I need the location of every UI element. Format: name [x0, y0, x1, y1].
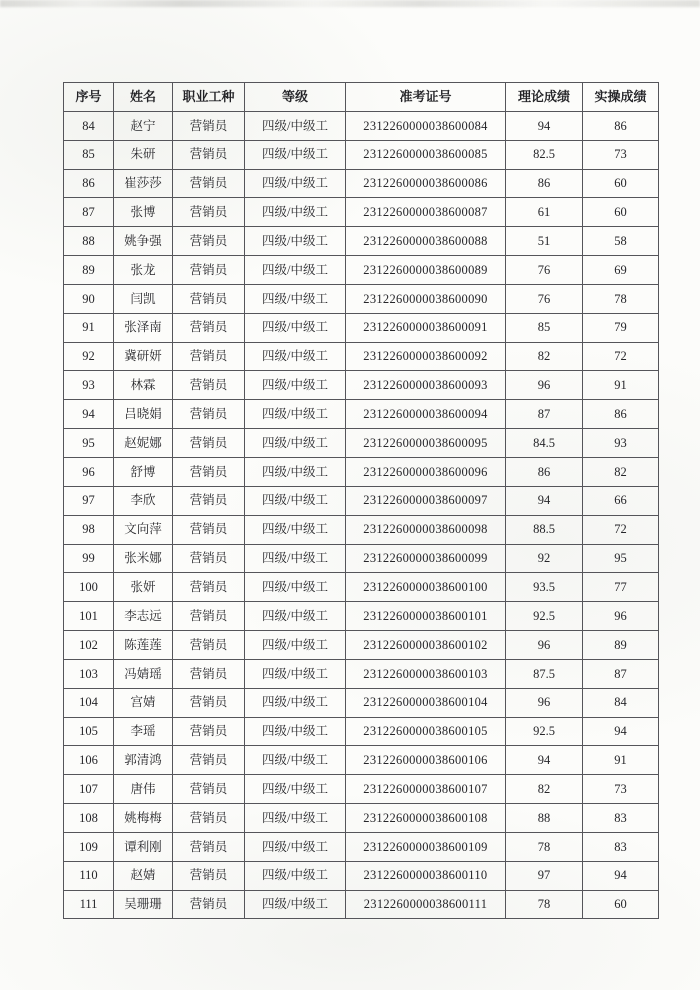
cell-name: 张米娜 — [114, 544, 173, 573]
table-row — [64, 313, 659, 342]
table-body — [64, 111, 659, 919]
table-row — [64, 111, 659, 140]
cell-practical-score: 84 — [583, 688, 659, 717]
table-row — [64, 544, 659, 573]
cell-level: 四级/中级工 — [245, 227, 346, 256]
cell-exam-id: 2312260000038600103 — [346, 659, 506, 688]
cell-practical-score: 77 — [583, 573, 659, 602]
cell-no: 92 — [64, 342, 114, 371]
cell-name: 林霖 — [114, 371, 173, 400]
cell-name: 李瑶 — [114, 717, 173, 746]
cell-occupation: 营销员 — [173, 313, 245, 342]
cell-no: 90 — [64, 284, 114, 313]
cell-level: 四级/中级工 — [245, 832, 346, 861]
cell-theory-score: 76 — [506, 256, 583, 285]
cell-practical-score: 82 — [583, 457, 659, 486]
exam-results-table — [63, 82, 659, 919]
cell-level: 四级/中级工 — [245, 457, 346, 486]
cell-practical-score: 72 — [583, 342, 659, 371]
table-row — [64, 775, 659, 804]
cell-theory-score: 76 — [506, 284, 583, 313]
cell-exam-id: 2312260000038600110 — [346, 861, 506, 890]
scan-edge-artifact — [0, 0, 700, 7]
table-row — [64, 284, 659, 313]
cell-theory-score: 78 — [506, 832, 583, 861]
cell-exam-id: 2312260000038600101 — [346, 602, 506, 631]
cell-level: 四级/中级工 — [245, 602, 346, 631]
table-row — [64, 342, 659, 371]
cell-no: 103 — [64, 659, 114, 688]
cell-name: 张泽南 — [114, 313, 173, 342]
cell-exam-id: 2312260000038600095 — [346, 429, 506, 458]
cell-theory-score: 87.5 — [506, 659, 583, 688]
table-row — [64, 717, 659, 746]
header-cell-no: 序号 — [64, 83, 114, 112]
cell-theory-score: 96 — [506, 631, 583, 660]
cell-no: 95 — [64, 429, 114, 458]
cell-theory-score: 51 — [506, 227, 583, 256]
cell-no: 99 — [64, 544, 114, 573]
cell-theory-score: 93.5 — [506, 573, 583, 602]
table-row — [64, 515, 659, 544]
cell-exam-id: 2312260000038600108 — [346, 804, 506, 833]
cell-level: 四级/中级工 — [245, 746, 346, 775]
cell-level: 四级/中级工 — [245, 284, 346, 313]
table-row — [64, 400, 659, 429]
cell-exam-id: 2312260000038600092 — [346, 342, 506, 371]
cell-level: 四级/中级工 — [245, 140, 346, 169]
cell-level: 四级/中级工 — [245, 400, 346, 429]
cell-occupation: 营销员 — [173, 429, 245, 458]
cell-no: 109 — [64, 832, 114, 861]
cell-level: 四级/中级工 — [245, 861, 346, 890]
cell-level: 四级/中级工 — [245, 717, 346, 746]
header-cell-practical-score: 实操成绩 — [583, 83, 659, 112]
cell-occupation: 营销员 — [173, 746, 245, 775]
cell-theory-score: 82 — [506, 342, 583, 371]
cell-theory-score: 82 — [506, 775, 583, 804]
cell-theory-score: 82.5 — [506, 140, 583, 169]
cell-name: 赵宁 — [114, 111, 173, 140]
table-row — [64, 573, 659, 602]
table-row — [64, 256, 659, 285]
cell-occupation: 营销员 — [173, 861, 245, 890]
cell-name: 文向萍 — [114, 515, 173, 544]
cell-theory-score: 61 — [506, 198, 583, 227]
table-row — [64, 486, 659, 515]
cell-theory-score: 94 — [506, 486, 583, 515]
table-row — [64, 602, 659, 631]
cell-exam-id: 2312260000038600102 — [346, 631, 506, 660]
cell-level: 四级/中级工 — [245, 688, 346, 717]
cell-level: 四级/中级工 — [245, 313, 346, 342]
table-row — [64, 890, 659, 919]
table-row — [64, 371, 659, 400]
cell-exam-id: 2312260000038600084 — [346, 111, 506, 140]
cell-occupation: 营销员 — [173, 659, 245, 688]
cell-no: 100 — [64, 573, 114, 602]
cell-no: 84 — [64, 111, 114, 140]
cell-exam-id: 2312260000038600086 — [346, 169, 506, 198]
cell-practical-score: 91 — [583, 371, 659, 400]
cell-name: 陈莲莲 — [114, 631, 173, 660]
cell-theory-score: 88 — [506, 804, 583, 833]
table-row — [64, 140, 659, 169]
table-row — [64, 804, 659, 833]
cell-no: 88 — [64, 227, 114, 256]
cell-occupation: 营销员 — [173, 890, 245, 919]
cell-name: 冯婧瑶 — [114, 659, 173, 688]
cell-no: 97 — [64, 486, 114, 515]
cell-occupation: 营销员 — [173, 342, 245, 371]
cell-name: 张妍 — [114, 573, 173, 602]
cell-theory-score: 78 — [506, 890, 583, 919]
cell-theory-score: 97 — [506, 861, 583, 890]
table-row — [64, 198, 659, 227]
cell-level: 四级/中级工 — [245, 486, 346, 515]
cell-occupation: 营销员 — [173, 457, 245, 486]
table-row — [64, 169, 659, 198]
table-row — [64, 832, 659, 861]
cell-theory-score: 96 — [506, 371, 583, 400]
header-cell-exam-id: 准考证号 — [346, 83, 506, 112]
cell-exam-id: 2312260000038600088 — [346, 227, 506, 256]
cell-level: 四级/中级工 — [245, 342, 346, 371]
header-cell-level: 等级 — [245, 83, 346, 112]
cell-occupation: 营销员 — [173, 400, 245, 429]
table-row — [64, 659, 659, 688]
cell-exam-id: 2312260000038600100 — [346, 573, 506, 602]
cell-no: 107 — [64, 775, 114, 804]
header-cell-occupation: 职业工种 — [173, 83, 245, 112]
cell-level: 四级/中级工 — [245, 659, 346, 688]
table-row — [64, 746, 659, 775]
cell-theory-score: 85 — [506, 313, 583, 342]
cell-no: 96 — [64, 457, 114, 486]
cell-theory-score: 94 — [506, 746, 583, 775]
cell-theory-score: 86 — [506, 457, 583, 486]
cell-name: 朱研 — [114, 140, 173, 169]
cell-level: 四级/中级工 — [245, 256, 346, 285]
cell-practical-score: 72 — [583, 515, 659, 544]
table-row — [64, 631, 659, 660]
cell-practical-score: 86 — [583, 111, 659, 140]
cell-name: 唐伟 — [114, 775, 173, 804]
cell-name: 郭清鸿 — [114, 746, 173, 775]
cell-no: 89 — [64, 256, 114, 285]
cell-no: 94 — [64, 400, 114, 429]
cell-exam-id: 2312260000038600099 — [346, 544, 506, 573]
cell-occupation: 营销员 — [173, 256, 245, 285]
cell-practical-score: 83 — [583, 804, 659, 833]
cell-occupation: 营销员 — [173, 804, 245, 833]
cell-occupation: 营销员 — [173, 111, 245, 140]
cell-practical-score: 66 — [583, 486, 659, 515]
cell-no: 87 — [64, 198, 114, 227]
cell-exam-id: 2312260000038600085 — [346, 140, 506, 169]
cell-occupation: 营销员 — [173, 688, 245, 717]
cell-no: 105 — [64, 717, 114, 746]
cell-practical-score: 94 — [583, 861, 659, 890]
cell-occupation: 营销员 — [173, 573, 245, 602]
cell-name: 张博 — [114, 198, 173, 227]
cell-no: 91 — [64, 313, 114, 342]
cell-no: 104 — [64, 688, 114, 717]
cell-occupation: 营销员 — [173, 631, 245, 660]
cell-occupation: 营销员 — [173, 602, 245, 631]
cell-occupation: 营销员 — [173, 486, 245, 515]
cell-practical-score: 79 — [583, 313, 659, 342]
cell-name: 李志远 — [114, 602, 173, 631]
cell-theory-score: 94 — [506, 111, 583, 140]
cell-no: 106 — [64, 746, 114, 775]
cell-no: 108 — [64, 804, 114, 833]
cell-exam-id: 2312260000038600087 — [346, 198, 506, 227]
cell-practical-score: 78 — [583, 284, 659, 313]
cell-occupation: 营销员 — [173, 832, 245, 861]
cell-practical-score: 86 — [583, 400, 659, 429]
header-row — [64, 83, 659, 112]
cell-exam-id: 2312260000038600105 — [346, 717, 506, 746]
cell-no: 110 — [64, 861, 114, 890]
cell-level: 四级/中级工 — [245, 111, 346, 140]
cell-occupation: 营销员 — [173, 284, 245, 313]
table-row — [64, 429, 659, 458]
cell-name: 舒博 — [114, 457, 173, 486]
cell-practical-score: 73 — [583, 140, 659, 169]
cell-practical-score: 89 — [583, 631, 659, 660]
cell-practical-score: 91 — [583, 746, 659, 775]
cell-level: 四级/中级工 — [245, 544, 346, 573]
cell-exam-id: 2312260000038600091 — [346, 313, 506, 342]
cell-occupation: 营销员 — [173, 227, 245, 256]
cell-name: 吕晓娟 — [114, 400, 173, 429]
header-cell-name: 姓名 — [114, 83, 173, 112]
cell-name: 谭利刚 — [114, 832, 173, 861]
table-row — [64, 227, 659, 256]
cell-name: 崔莎莎 — [114, 169, 173, 198]
cell-theory-score: 88.5 — [506, 515, 583, 544]
cell-exam-id: 2312260000038600098 — [346, 515, 506, 544]
cell-no: 86 — [64, 169, 114, 198]
cell-name: 吴珊珊 — [114, 890, 173, 919]
cell-name: 姚梅梅 — [114, 804, 173, 833]
cell-occupation: 营销员 — [173, 169, 245, 198]
table-row — [64, 457, 659, 486]
cell-level: 四级/中级工 — [245, 775, 346, 804]
cell-exam-id: 2312260000038600106 — [346, 746, 506, 775]
cell-level: 四级/中级工 — [245, 631, 346, 660]
cell-level: 四级/中级工 — [245, 573, 346, 602]
cell-theory-score: 92.5 — [506, 602, 583, 631]
cell-exam-id: 2312260000038600089 — [346, 256, 506, 285]
cell-no: 98 — [64, 515, 114, 544]
cell-name: 冀研妍 — [114, 342, 173, 371]
cell-practical-score: 60 — [583, 169, 659, 198]
table-row — [64, 861, 659, 890]
cell-name: 姚争强 — [114, 227, 173, 256]
cell-exam-id: 2312260000038600093 — [346, 371, 506, 400]
cell-name: 张龙 — [114, 256, 173, 285]
cell-no: 85 — [64, 140, 114, 169]
cell-exam-id: 2312260000038600097 — [346, 486, 506, 515]
cell-level: 四级/中级工 — [245, 198, 346, 227]
cell-practical-score: 93 — [583, 429, 659, 458]
cell-practical-score: 60 — [583, 198, 659, 227]
cell-occupation: 营销员 — [173, 544, 245, 573]
cell-exam-id: 2312260000038600111 — [346, 890, 506, 919]
cell-theory-score: 86 — [506, 169, 583, 198]
cell-theory-score: 96 — [506, 688, 583, 717]
cell-name: 赵妮娜 — [114, 429, 173, 458]
cell-no: 102 — [64, 631, 114, 660]
cell-theory-score: 84.5 — [506, 429, 583, 458]
cell-exam-id: 2312260000038600104 — [346, 688, 506, 717]
cell-level: 四级/中级工 — [245, 169, 346, 198]
cell-name: 李欣 — [114, 486, 173, 515]
cell-theory-score: 87 — [506, 400, 583, 429]
cell-practical-score: 73 — [583, 775, 659, 804]
cell-exam-id: 2312260000038600096 — [346, 457, 506, 486]
cell-practical-score: 58 — [583, 227, 659, 256]
cell-theory-score: 92.5 — [506, 717, 583, 746]
cell-practical-score: 69 — [583, 256, 659, 285]
cell-level: 四级/中级工 — [245, 890, 346, 919]
cell-occupation: 营销员 — [173, 198, 245, 227]
cell-occupation: 营销员 — [173, 140, 245, 169]
cell-occupation: 营销员 — [173, 371, 245, 400]
header-cell-theory-score: 理论成绩 — [506, 83, 583, 112]
cell-practical-score: 60 — [583, 890, 659, 919]
cell-practical-score: 83 — [583, 832, 659, 861]
cell-practical-score: 94 — [583, 717, 659, 746]
cell-level: 四级/中级工 — [245, 429, 346, 458]
cell-exam-id: 2312260000038600109 — [346, 832, 506, 861]
cell-name: 宫婧 — [114, 688, 173, 717]
cell-level: 四级/中级工 — [245, 804, 346, 833]
cell-name: 赵婧 — [114, 861, 173, 890]
cell-no: 111 — [64, 890, 114, 919]
cell-theory-score: 92 — [506, 544, 583, 573]
cell-practical-score: 87 — [583, 659, 659, 688]
cell-exam-id: 2312260000038600090 — [346, 284, 506, 313]
table-row — [64, 688, 659, 717]
cell-practical-score: 96 — [583, 602, 659, 631]
cell-no: 93 — [64, 371, 114, 400]
cell-occupation: 营销员 — [173, 717, 245, 746]
cell-no: 101 — [64, 602, 114, 631]
cell-level: 四级/中级工 — [245, 371, 346, 400]
cell-level: 四级/中级工 — [245, 515, 346, 544]
cell-exam-id: 2312260000038600094 — [346, 400, 506, 429]
cell-practical-score: 95 — [583, 544, 659, 573]
cell-exam-id: 2312260000038600107 — [346, 775, 506, 804]
cell-occupation: 营销员 — [173, 775, 245, 804]
cell-occupation: 营销员 — [173, 515, 245, 544]
cell-name: 闫凯 — [114, 284, 173, 313]
